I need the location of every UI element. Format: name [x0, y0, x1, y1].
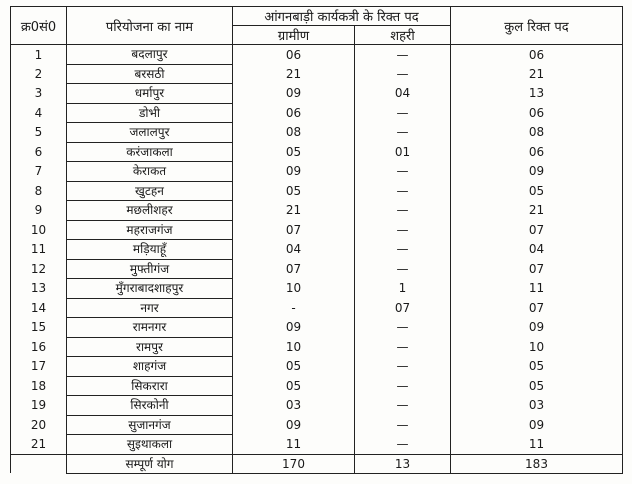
- row-serial: 12: [11, 259, 67, 279]
- table-row: [11, 64, 623, 84]
- row-urban-vacancies: 07: [355, 298, 451, 318]
- row-serial: 6: [11, 142, 67, 162]
- row-urban-vacancies: —: [355, 201, 451, 221]
- table-row: [11, 298, 623, 318]
- row-total-vacancies: 06: [451, 142, 623, 162]
- row-project-name: सिरकोनी: [67, 396, 233, 416]
- row-urban-vacancies: —: [355, 396, 451, 416]
- row-rural-vacancies: 09: [233, 84, 355, 104]
- row-project-name: बरसठी: [67, 64, 233, 84]
- row-urban-vacancies: —: [355, 376, 451, 396]
- row-rural-vacancies: 05: [233, 142, 355, 162]
- row-total-vacancies: 07: [451, 259, 623, 279]
- row-rural-vacancies: 21: [233, 64, 355, 84]
- table-row: [11, 103, 623, 123]
- row-project-name: डोभी: [67, 103, 233, 123]
- row-project-name: करंजाकला: [67, 142, 233, 162]
- row-urban-vacancies: —: [355, 103, 451, 123]
- row-total-vacancies: 09: [451, 415, 623, 435]
- row-rural-vacancies: 05: [233, 357, 355, 377]
- row-project-name: मड़ियाहूँ: [67, 240, 233, 260]
- row-total-vacancies: 08: [451, 123, 623, 143]
- row-rural-vacancies: 06: [233, 103, 355, 123]
- row-rural-vacancies: 10: [233, 279, 355, 299]
- header-urban: शहरी: [355, 26, 451, 45]
- row-project-name: मछलीशहर: [67, 201, 233, 221]
- row-total-vacancies: 21: [451, 201, 623, 221]
- header-rural: ग्रामीण: [233, 26, 355, 45]
- header-total-vacant: कुल रिक्त पद: [451, 7, 623, 45]
- header-vacant-posts-group: आंगनबाड़ी कार्यकत्री के रिक्त पद: [233, 7, 451, 26]
- row-serial: 13: [11, 279, 67, 299]
- table-row: [11, 396, 623, 416]
- table-row: [11, 318, 623, 338]
- table-body: [11, 45, 623, 455]
- row-urban-vacancies: —: [355, 220, 451, 240]
- row-total-vacancies: 09: [451, 162, 623, 182]
- row-project-name: शाहगंज: [67, 357, 233, 377]
- total-serial-cell: [11, 454, 67, 473]
- row-rural-vacancies: 06: [233, 45, 355, 65]
- row-serial: 8: [11, 181, 67, 201]
- row-serial: 21: [11, 435, 67, 455]
- table-row: [11, 240, 623, 260]
- row-serial: 5: [11, 123, 67, 143]
- row-urban-vacancies: —: [355, 435, 451, 455]
- row-serial: 1: [11, 45, 67, 65]
- row-serial: 16: [11, 337, 67, 357]
- row-serial: 9: [11, 201, 67, 221]
- row-rural-vacancies: 04: [233, 240, 355, 260]
- row-serial: 11: [11, 240, 67, 260]
- row-rural-vacancies: 09: [233, 162, 355, 182]
- row-total-vacancies: 11: [451, 435, 623, 455]
- row-total-vacancies: 11: [451, 279, 623, 299]
- row-total-vacancies: 21: [451, 64, 623, 84]
- total-row: [11, 454, 623, 473]
- row-total-vacancies: 05: [451, 181, 623, 201]
- header-serial: क्र0सं0: [11, 7, 67, 45]
- row-total-vacancies: 07: [451, 220, 623, 240]
- table-row: [11, 45, 623, 65]
- row-urban-vacancies: 01: [355, 142, 451, 162]
- row-urban-vacancies: —: [355, 45, 451, 65]
- vacancy-table: [10, 6, 623, 474]
- row-total-vacancies: 06: [451, 103, 623, 123]
- row-urban-vacancies: —: [355, 337, 451, 357]
- row-rural-vacancies: 08: [233, 123, 355, 143]
- row-rural-vacancies: 07: [233, 259, 355, 279]
- row-project-name: महराजगंज: [67, 220, 233, 240]
- row-serial: 2: [11, 64, 67, 84]
- table-row: [11, 142, 623, 162]
- row-serial: 7: [11, 162, 67, 182]
- table-row: [11, 220, 623, 240]
- row-serial: 4: [11, 103, 67, 123]
- row-serial: 19: [11, 396, 67, 416]
- row-urban-vacancies: 1: [355, 279, 451, 299]
- grand-total: 183: [451, 454, 623, 473]
- row-rural-vacancies: 07: [233, 220, 355, 240]
- row-urban-vacancies: —: [355, 123, 451, 143]
- row-rural-vacancies: -: [233, 298, 355, 318]
- row-project-name: रामपुर: [67, 337, 233, 357]
- row-rural-vacancies: 11: [233, 435, 355, 455]
- row-urban-vacancies: —: [355, 415, 451, 435]
- row-serial: 15: [11, 318, 67, 338]
- row-rural-vacancies: 05: [233, 376, 355, 396]
- table-row: [11, 201, 623, 221]
- row-urban-vacancies: —: [355, 259, 451, 279]
- table-row: [11, 84, 623, 104]
- table-row: [11, 259, 623, 279]
- row-total-vacancies: 10: [451, 337, 623, 357]
- row-project-name: खुटहन: [67, 181, 233, 201]
- row-project-name: रामनगर: [67, 318, 233, 338]
- row-project-name: मुफ्तीगंज: [67, 259, 233, 279]
- table-row: [11, 376, 623, 396]
- row-total-vacancies: 06: [451, 45, 623, 65]
- row-serial: 10: [11, 220, 67, 240]
- row-serial: 3: [11, 84, 67, 104]
- row-total-vacancies: 13: [451, 84, 623, 104]
- row-urban-vacancies: —: [355, 240, 451, 260]
- row-project-name: बदलापुर: [67, 45, 233, 65]
- row-rural-vacancies: 21: [233, 201, 355, 221]
- row-urban-vacancies: —: [355, 357, 451, 377]
- row-project-name: मुँगराबादशाहपुर: [67, 279, 233, 299]
- row-rural-vacancies: 09: [233, 318, 355, 338]
- row-project-name: केराकत: [67, 162, 233, 182]
- row-project-name: सिकरारा: [67, 376, 233, 396]
- row-rural-vacancies: 03: [233, 396, 355, 416]
- table-row: [11, 123, 623, 143]
- row-urban-vacancies: —: [355, 318, 451, 338]
- row-serial: 20: [11, 415, 67, 435]
- row-urban-vacancies: —: [355, 181, 451, 201]
- row-urban-vacancies: 04: [355, 84, 451, 104]
- table-row: [11, 162, 623, 182]
- row-serial: 14: [11, 298, 67, 318]
- row-total-vacancies: 07: [451, 298, 623, 318]
- row-project-name: जलालपुर: [67, 123, 233, 143]
- row-project-name: धर्मापुर: [67, 84, 233, 104]
- table-row: [11, 357, 623, 377]
- row-total-vacancies: 05: [451, 376, 623, 396]
- total-label: सम्पूर्ण योग: [67, 454, 233, 473]
- row-total-vacancies: 05: [451, 357, 623, 377]
- row-serial: 18: [11, 376, 67, 396]
- table-row: [11, 337, 623, 357]
- row-total-vacancies: 04: [451, 240, 623, 260]
- row-urban-vacancies: —: [355, 162, 451, 182]
- row-rural-vacancies: 09: [233, 415, 355, 435]
- total-urban: 13: [355, 454, 451, 473]
- row-project-name: सुइथाकला: [67, 435, 233, 455]
- row-project-name: सुजानगंज: [67, 415, 233, 435]
- row-rural-vacancies: 05: [233, 181, 355, 201]
- header-project-name: परियोजना का नाम: [67, 7, 233, 45]
- table-row: [11, 279, 623, 299]
- row-rural-vacancies: 10: [233, 337, 355, 357]
- row-project-name: नगर: [67, 298, 233, 318]
- table-row: [11, 181, 623, 201]
- row-serial: 17: [11, 357, 67, 377]
- row-total-vacancies: 03: [451, 396, 623, 416]
- row-urban-vacancies: —: [355, 64, 451, 84]
- table-row: [11, 415, 623, 435]
- total-rural: 170: [233, 454, 355, 473]
- row-total-vacancies: 09: [451, 318, 623, 338]
- table-row: [11, 435, 623, 455]
